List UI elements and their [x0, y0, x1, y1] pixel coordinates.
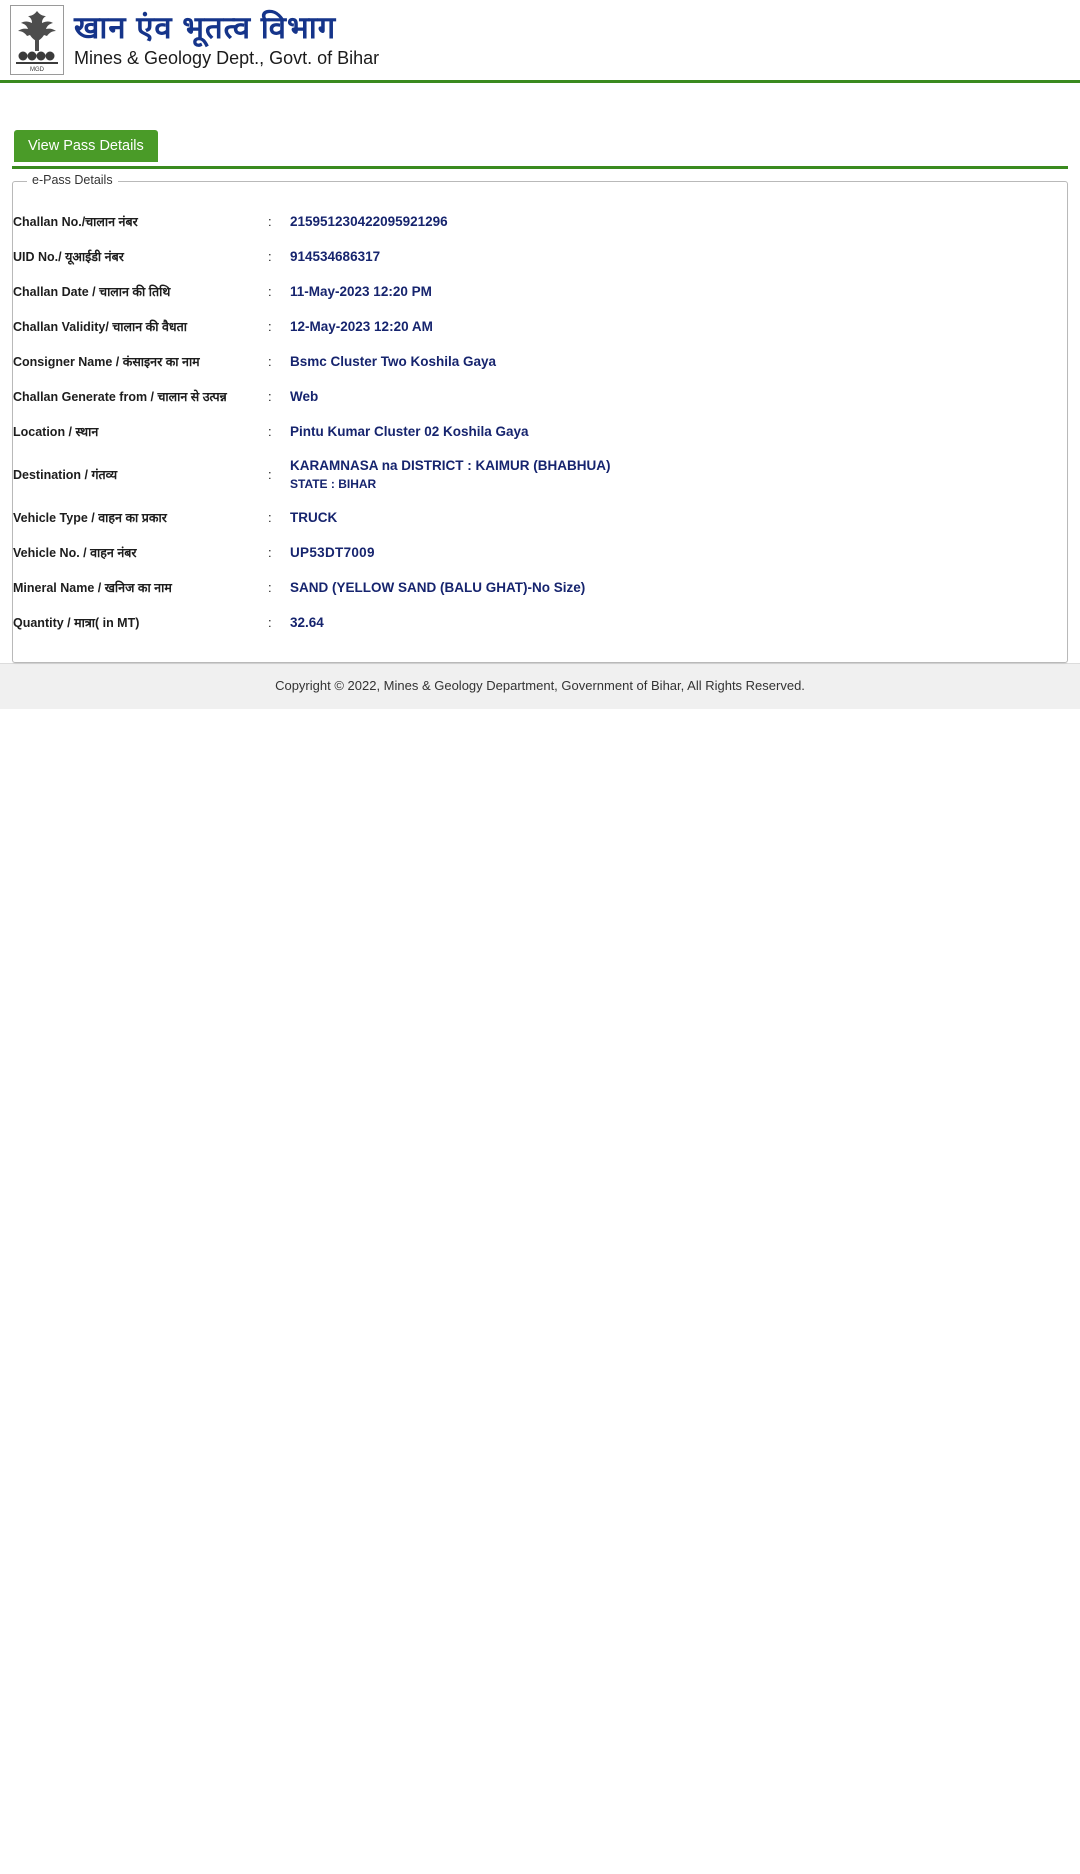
table-row: [13, 500, 1067, 535]
panel-legend: e-Pass Details: [27, 173, 118, 187]
field-label-vehicle-no: Vehicle No. / वाहन नंबर: [13, 546, 137, 560]
table-row: [13, 605, 1067, 640]
field-label-uid-no: UID No./ यूआईडी नंबर: [13, 250, 124, 264]
field-value-challan-generate-from: Web: [290, 389, 319, 404]
department-title-block: [74, 12, 379, 67]
field-value-destination: KARAMNASA na DISTRICT : KAIMUR (BHABHUA): [290, 458, 611, 473]
field-label-destination: Destination / गंतव्य: [13, 468, 118, 482]
tab-bar: [12, 130, 1068, 169]
table-row: [13, 204, 1067, 239]
field-value-challan-date: 11-May-2023 12:20 PM: [290, 284, 432, 299]
field-value-vehicle-no: UP53DT7009: [290, 545, 375, 560]
field-value-destination-cell: [290, 449, 1067, 500]
table-row: [13, 535, 1067, 570]
field-value-location: Pintu Kumar Cluster 02 Koshila Gaya: [290, 424, 529, 439]
table-row: [13, 344, 1067, 379]
field-value-destination-state: STATE : BIHAR: [290, 477, 377, 491]
department-title-english: Mines & Geology Dept., Govt. of Bihar: [74, 47, 380, 68]
field-label-challan-generate-from: Challan Generate from / चालान से उत्पन्न: [13, 390, 227, 404]
copyright-text: Copyright © 2022, Mines & Geology Department, Government of Bihar, All Rights Reserved.: [275, 678, 805, 693]
tab-view-pass-details[interactable]: View Pass Details: [14, 130, 158, 162]
field-separator: :: [268, 510, 272, 525]
table-row: [13, 239, 1067, 274]
field-separator: :: [268, 389, 272, 404]
field-value-challan-no: 215951230422095921296: [290, 214, 448, 229]
field-value-consigner-name: Bsmc Cluster Two Koshila Gaya: [290, 354, 497, 369]
field-label-consigner-name: Consigner Name / कंसाइनर का नाम: [13, 355, 200, 369]
bihar-state-emblem-icon: [10, 5, 64, 75]
site-header: [0, 0, 1080, 83]
epass-details-panel: [12, 173, 1068, 663]
field-label-vehicle-type: Vehicle Type / वाहन का प्रकार: [13, 511, 167, 525]
field-label-location: Location / स्थान: [13, 425, 99, 439]
page-blank-area: [0, 709, 1080, 1874]
field-value-uid-no: 914534686317: [290, 249, 381, 264]
svg-text:MGD: MGD: [30, 67, 44, 73]
field-label-mineral-name: Mineral Name / खनिज का नाम: [13, 581, 172, 595]
table-row: [13, 449, 1067, 500]
field-label-challan-date: Challan Date / चालान की तिथि: [13, 285, 171, 299]
field-value-quantity: 32.64: [290, 615, 324, 630]
field-value-mineral-name: SAND (YELLOW SAND (BALU GHAT)-No Size): [290, 580, 586, 595]
field-separator: :: [268, 580, 272, 595]
department-title-hindi: खान एंव भूतत्व विभाग: [74, 10, 337, 46]
table-row: [13, 570, 1067, 605]
field-label-challan-validity: Challan Validity/ चालान की वैधता: [13, 320, 187, 334]
table-row: [13, 379, 1067, 414]
table-row: [13, 309, 1067, 344]
field-value-vehicle-type: TRUCK: [290, 510, 338, 525]
field-separator: :: [268, 424, 272, 439]
main-content: [0, 130, 1080, 663]
field-separator: :: [268, 545, 272, 560]
table-row: [13, 414, 1067, 449]
field-separator: :: [268, 615, 272, 630]
field-separator: :: [268, 319, 272, 334]
table-row: [13, 274, 1067, 309]
epass-details-table: [13, 204, 1067, 640]
field-separator: :: [268, 354, 272, 369]
field-separator: :: [268, 284, 272, 299]
field-label-challan-no: Challan No./चालान नंबर: [13, 215, 138, 229]
field-label-quantity: Quantity / मात्रा( in MT): [13, 616, 140, 630]
field-value-challan-validity: 12-May-2023 12:20 AM: [290, 319, 433, 334]
field-separator: :: [268, 249, 272, 264]
page-footer: [0, 663, 1080, 709]
field-separator: :: [268, 467, 272, 482]
field-separator: :: [268, 214, 272, 229]
